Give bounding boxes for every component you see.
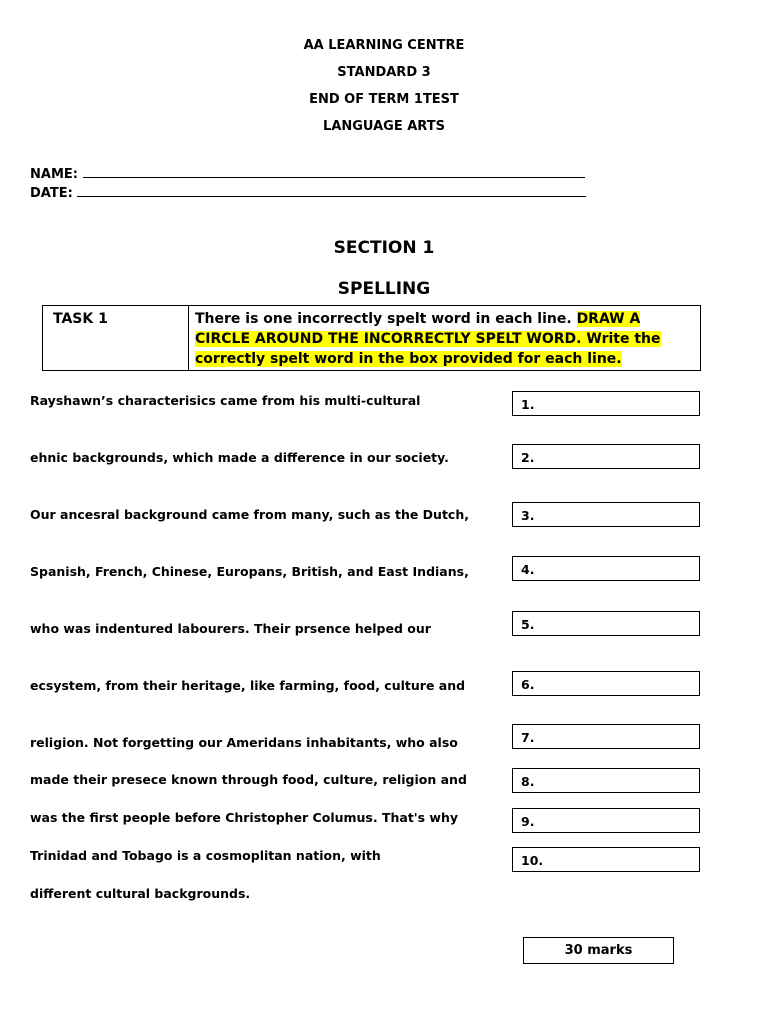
date-field[interactable] xyxy=(30,185,586,201)
passage-line: different cultural backgrounds. xyxy=(30,886,251,901)
task-table xyxy=(42,305,701,371)
answer-box-2[interactable] xyxy=(512,444,700,469)
answer-box-number: 9. xyxy=(521,814,535,829)
answer-box-10[interactable] xyxy=(512,847,700,872)
answer-box-number: 4. xyxy=(521,562,535,577)
passage-line: ehnic backgrounds, which made a difference in our society. xyxy=(30,450,449,465)
answer-box-9[interactable] xyxy=(512,808,700,833)
answer-box-number: 8. xyxy=(521,774,535,789)
answer-box-7[interactable] xyxy=(512,724,700,749)
answer-box-3[interactable] xyxy=(512,502,700,527)
answer-box-number: 6. xyxy=(521,677,535,692)
answer-box-number: 7. xyxy=(521,730,535,745)
passage-line: Spanish, French, Chinese, Europans, British, and East Indians, xyxy=(30,564,469,579)
passage-line: Trinidad and Tobago is a cosmoplitan nation, with xyxy=(30,848,381,863)
answer-box-4[interactable] xyxy=(512,556,700,581)
answer-box-6[interactable] xyxy=(512,671,700,696)
date-label: DATE: xyxy=(30,186,73,201)
passage-line: Rayshawn’s characterisics came from his multi-cultural xyxy=(30,393,421,408)
answer-box-number: 3. xyxy=(521,508,535,523)
name-field[interactable] xyxy=(30,166,585,182)
subject-title: LANGUAGE ARTS xyxy=(323,119,445,134)
passage-line: made their presece known through food, culture, religion and xyxy=(30,772,467,787)
exam-title: END OF TERM 1TEST xyxy=(309,92,459,107)
answer-box-1[interactable] xyxy=(512,391,700,416)
standard-label: STANDARD 3 xyxy=(337,65,431,80)
passage-line: Our ancesral background came from many, such as the Dutch, xyxy=(30,507,469,522)
answer-box-5[interactable] xyxy=(512,611,700,636)
passage-line: was the first people before Christopher Columus. That's why xyxy=(30,810,459,825)
task-label-cell xyxy=(43,306,189,370)
task-instruction-highlighted: DRAW A CIRCLE AROUND THE INCORRECTLY SPELT WORD. Write the correctly spelt word in the box provided for each line. xyxy=(195,311,661,367)
task-instruction-plain: There is one incorrectly spelt word in each line. xyxy=(195,311,572,327)
answer-box-number: 1. xyxy=(521,397,535,412)
answer-box-number: 5. xyxy=(521,617,535,632)
name-label: NAME: xyxy=(30,167,78,182)
date-blank-line[interactable] xyxy=(77,185,586,197)
marks-box: 30 marks xyxy=(523,937,674,964)
answer-box-number: 10. xyxy=(521,853,544,868)
name-blank-line[interactable] xyxy=(83,166,585,178)
section-subtitle: SPELLING xyxy=(337,279,431,299)
school-name: AA LEARNING CENTRE xyxy=(303,38,465,53)
answer-box-number: 2. xyxy=(521,450,535,465)
passage-line: who was indentured labourers. Their prsence helped our xyxy=(30,621,431,636)
answer-box-8[interactable] xyxy=(512,768,700,793)
task-label: TASK 1 xyxy=(53,311,108,327)
section-title: SECTION 1 xyxy=(333,238,435,258)
passage-line: ecsystem, from their heritage, like farming, food, culture and xyxy=(30,678,466,693)
task-instruction xyxy=(195,309,695,369)
passage-line: religion. Not forgetting our Ameridans inhabitants, who also xyxy=(30,735,458,750)
